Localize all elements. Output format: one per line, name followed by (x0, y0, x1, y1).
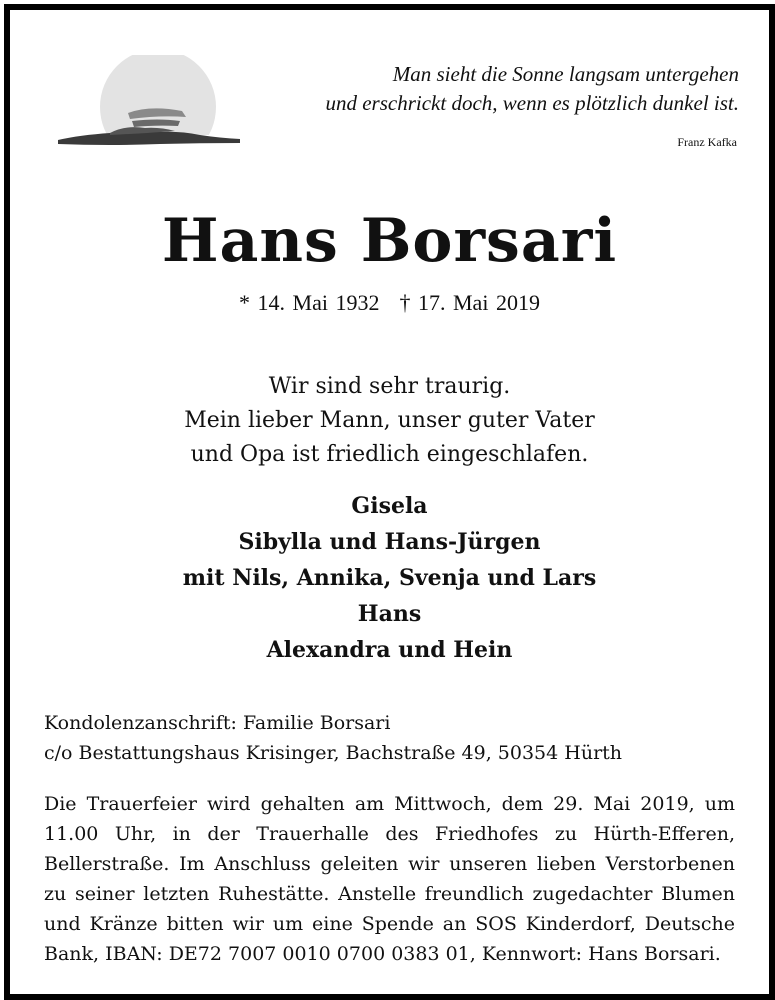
condolence-address (44, 708, 622, 768)
deceased-name: Hans Borsari (161, 206, 618, 276)
message-line: und Opa ist friedlich eingeschlafen. (190, 442, 589, 467)
family-member: Hans (357, 601, 422, 627)
address-line: Kondolenzanschrift: Familie Borsari (44, 712, 391, 734)
mourning-message (10, 370, 769, 472)
quote (325, 60, 739, 118)
bereaved-family (10, 488, 769, 668)
message-line: Mein lieber Mann, unser guter Vater (184, 408, 595, 433)
message-line: Wir sind sehr traurig. (268, 374, 511, 399)
obituary-notice (4, 4, 775, 1000)
funeral-details: Die Trauerfeier wird gehalten am Mittwoch, dem 29. Mai 2019, um 11.00 Uhr, in der Trauerhalle des Friedhofes zu Hürth-Efferen, Bellerstraße. Im Anschluss geleiten wir unseren lieben Verstorbenen zu seiner letzten Ruhestätte. Anstelle freundlich zugedachter Blumen und Kränze bitten wir um eine Spende an SOS Kinderdorf, Deutsche Bank, IBAN: DE72 7007 0010 0700 0383 01, Kennwort: Hans Borsari. (44, 793, 735, 965)
quote-author: Franz Kafka (677, 135, 737, 149)
sunset-icon (50, 55, 240, 150)
quote-line: und erschrickt doch, wenn es plötzlich dunkel ist. (325, 91, 739, 115)
land-shape (58, 131, 240, 145)
birth-date: * 14. Mai 1932 (239, 290, 380, 315)
address-line: c/o Bestattungshaus Krisinger, Bachstraße 49, 50354 Hürth (44, 742, 623, 764)
family-member: Sibylla und Hans-Jürgen (238, 529, 541, 555)
quote-line: Man sieht die Sonne langsam untergehen (392, 62, 739, 86)
death-date: † 17. Mai 2019 (399, 290, 540, 315)
family-member: Alexandra und Hein (266, 637, 513, 663)
life-dates (10, 290, 769, 316)
family-member: Gisela (351, 493, 428, 519)
family-member: mit Nils, Annika, Svenja und Lars (182, 565, 597, 591)
